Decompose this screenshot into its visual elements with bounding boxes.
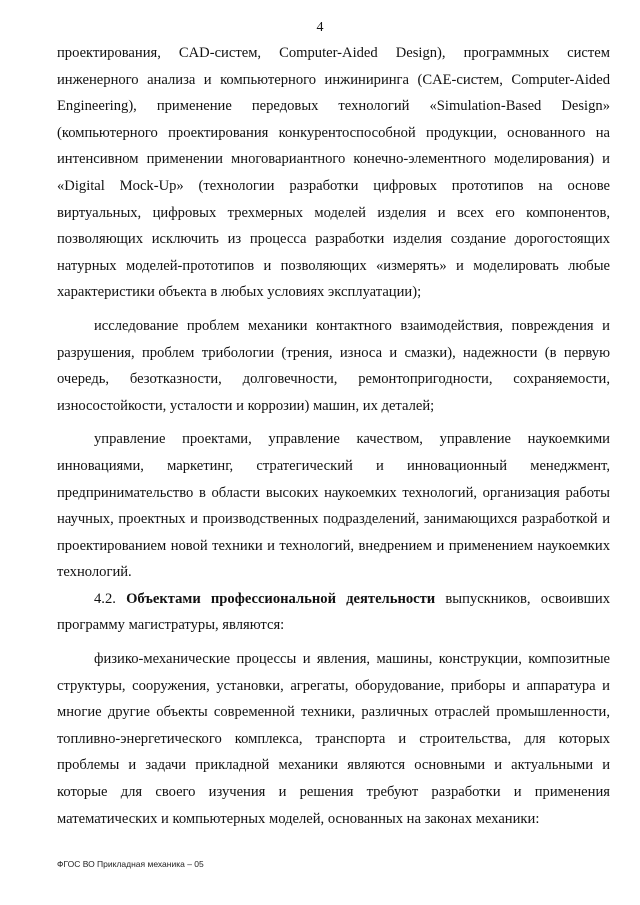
section-number: 4.2. xyxy=(94,590,116,607)
paragraph-section-4-2 xyxy=(57,586,610,639)
paragraph-cad-cae: проектирования, CAD-систем, Computer-Aided Design), программных систем инженерного анализа и компьютерного инжиниринга (CAE-систем, Computer-Aided Engineering), применение передовых технологий «Simulation-Based Design» (компьютерного проектирования конкурентоспособной продукции, основанного на интенсивном применении многовариантного конечно-элементного моделирования) и «Digital Mock-Up» (технологии разработки цифровых прототипов на основе виртуальных, цифровых трехмерных моделей изделия и всех его компонентов, позволяющих исключить из процесса разработки изделия создание дорогостоящих натурных моделей-прототипов и позволяющих «измерять» и моделировать любые характеристики объекта в любых условиях эксплуатации); xyxy=(57,45,610,301)
paragraph-contact-mechanics: исследование проблем механики контактного взаимодействия, повреждения и разрушения, проблем трибологии (трения, износа и смазки), надежности (в первую очередь, безотказности, долговечности, ремонтопригодности, сохраняемости, износостойкости, усталости и коррозии) машин, их деталей; xyxy=(57,317,610,414)
document-body xyxy=(57,40,610,832)
paragraph-physical-processes: физико-механические процессы и явления, машины, конструкции, композитные структуры, сооружения, установки, агрегаты, оборудование, приборы и аппаратура и многие другие объекты современной техники, различных отраслей промышленности, топливно-энергетического комплекса, транспорта и строительства, для которых проблемы и задачи прикладной механики являются основными и актуальными и которые для своего изучения и решения требуют разработки и применения математических и компьютерных моделей, основанных на законах механики: xyxy=(57,651,610,827)
paragraph-project-management: управление проектами, управление качеством, управление наукоемкими инновациями, маркетинг, стратегический и инновационный менеджмент, предпринимательство в области высоких наукоемких технологий, организация работы научных, проектных и производственных подразделений, занимающихся разработкой и проектированием новой техники и технологий, внедрением и применением наукоемких технологий. xyxy=(57,431,610,581)
section-heading-bold: Объектами профессиональной деятельности xyxy=(126,590,436,607)
section-heading-rest: выпускников, освоивших программу магистратуры, являются: xyxy=(57,590,610,634)
page-number: 4 xyxy=(316,20,324,35)
footer-standard-label: ФГОС ВО Прикладная механика – 05 xyxy=(57,859,204,869)
